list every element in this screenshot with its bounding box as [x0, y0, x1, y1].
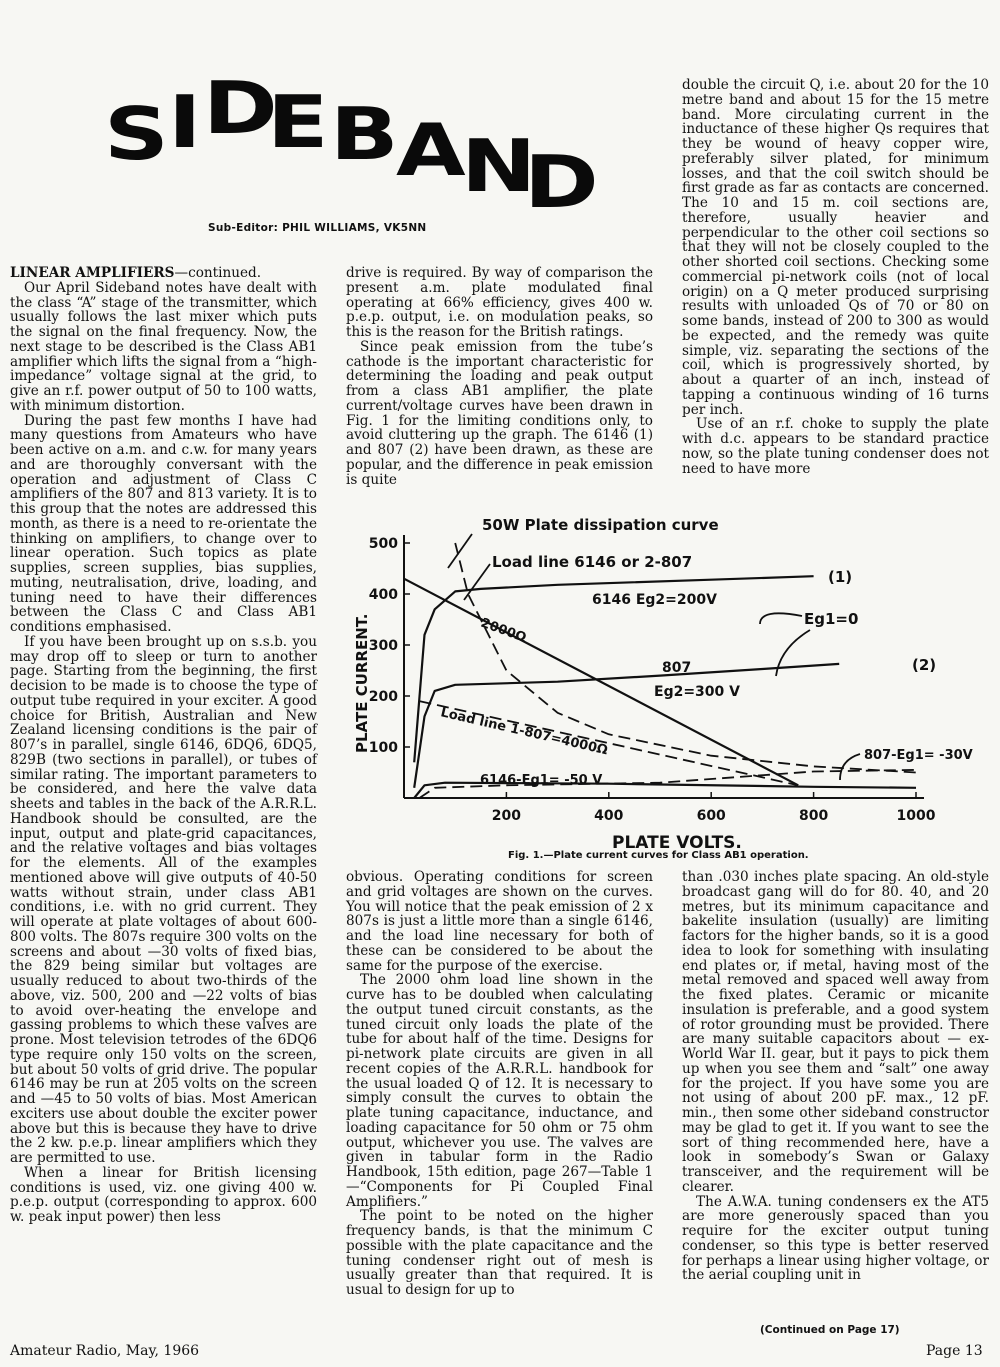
- x-tick-label: 400: [594, 808, 624, 824]
- paragraph: The 2000 ohm load line shown in the curve has to be doubled when calculating the output tuned circuit constants, as the tuned circuit only loads the plate of the tube for about half of the time. Designs for pi-network plate circuits are given in all recent copies of the A.R.R.L. handbook for the usual loaded Q of 12. It is necessary to simply consult the curves to obtain the plate tuning capacitance, inductance, and loading capacitance for 50 ohm or 75 ohm output, whichever you use. The valves are given in tabular form in the Radio Handbook, 15th edition, page 267—Table 1—“Components for Pi Coupled Final Amplifiers.”: [346, 972, 653, 1210]
- paragraph: drive is required. By way of comparison the present a.m. plate modulated final operating at 66% efficiency, gives 400 w. p.e.p. output, i.e. on modulation peaks, so this is the reason for the British ratings.: [346, 265, 653, 340]
- paragraph: than .030 inches plate spacing. An old-style broadcast gang will do for 80. 40, and 20 metres, but its minimum capacitance and bakelite insulation (usually) are limiting factors for the higher bands, so it is a good idea to look for something with insulating end plates or, if metal, having most of the metal removed and spaced well away from the fixed plates. Ceramic or micanite insulation is preferable, and a good system of rotor grounding must be provided. There are many suitable capacitors about — ex-World War II. gear, but it pays to pick them up when you see them and “salt” one away for the project. If you have some you are not using of about 200 pF. max., 12 pF. min., then some other sideband constructor may be glad to get it. If you want to see the sort of thing recommended here, have a look in somebody’s Swan or Galaxy transceiver, and the requirement will be clearer.: [682, 869, 989, 1195]
- curve1-tag: (1): [828, 568, 853, 586]
- bias807-label: 807-Eg1= -30V: [864, 748, 973, 763]
- title-letter-d: D: [203, 66, 278, 150]
- column-3-top: [682, 78, 989, 476]
- ohm2000-label: 2000Ω: [478, 615, 529, 646]
- paragraph: Use of an r.f. choke to supply the plate with d.c. appears to be standard practice now, so the plate tuning condenser does not need to have more: [682, 416, 989, 477]
- x-tick-label: 800: [798, 808, 829, 824]
- title-letter-n: N: [461, 124, 537, 208]
- x-tick-label: 200: [491, 808, 522, 824]
- y-axis-label: PLATE CURRENT.: [353, 613, 371, 753]
- column-1: [10, 266, 317, 1225]
- figure-caption: Fig. 1.—Plate current curves for Class AB1 operation.: [508, 850, 809, 861]
- eg1-zero-label: Eg1=0: [804, 610, 859, 628]
- paragraph: If you have been brought up on s.s.b. you may drop off to sleep or turn to another page. Starting from the beginning, the first decision to be made is to choose the type of output tube required in your exciter. A good choice for British, Australian and New Zealand licensing conditions is the pair of 807’s in parallel, single 6146, 6DQ6, 6DQ5, 829B (two sections in parallel), or tubes of similar rating. The important parameters to be considered, and here the valve data sheets and tables in the back of the A.R.R.L. Handbook should be consulted, are the input, output and plate-grid capacitances, and the relative voltages and bias voltages for the elements. All of the examples mentioned above will give outputs of 40-50 watts without strain, under class AB1 conditions, i.e. with no grid current. They will operate at plate voltages of about 600-800 volts. The 807s require 300 volts on the screens and about —30 volts of fixed bias, the 829 being similar but voltages are usually reduced to about two-thirds of the above, viz. 500, 200 and —22 volts of bias to avoid over-heating the envelope and gassing problems to which these valves are prone. Most television tetrodes of the 6DQ6 type require only 150 volts on the screen, but about 50 volts of grid drive. The popular 6146 may be run at 205 volts on the screen and —45 to 50 volts of bias. Most American exciters use about double the exciter power above but this is because they have to drive the 2 kw. p.e.p. linear amplifiers which they are permitted to use.: [10, 633, 317, 1166]
- figure-1-chart: [340, 508, 990, 853]
- sub-editor-credit: Sub-Editor: PHIL WILLIAMS, VK5NN: [208, 222, 427, 234]
- y-tick-label: 100: [368, 740, 398, 756]
- column-2-top: [346, 266, 653, 487]
- column-3-bottom: [682, 870, 989, 1283]
- load-line-label: Load line 6146 or 2-807: [492, 553, 693, 571]
- paragraph: double the circuit Q, i.e. about 20 for the 10 metre band and about 15 for the 15 metre band. More circulating current in the inductance of these higher Qs requires that they be wound of heavy copper wire, preferably silver plated, for minimum losses, and that the coil switch should be first grade as far as contacts are concerned. The 10 and 15 m. coil sections are, therefore, usually heavier and perpendicular to the other coil sections so that they will not be closely coupled to the other shorted coil sections. Checking some commercial pi-network coils (not of local origin) on a Q meter produced surprising results with unloaded Qs of 70 or 80 on some bands, instead of 200 to 300 as would be expected, and the remedy was quite simple, viz. separating the sections of the coil, which is progressively shorted, by about a quarter of an inch, instead of tapping a continuous winding of 16 turns per inch.: [682, 77, 989, 418]
- x-tick-label: 600: [696, 808, 726, 824]
- bias807-pointer: [840, 754, 860, 780]
- y-tick-label: 200: [368, 689, 398, 705]
- section-heading: LINEAR AMPLIFIERS—continued.: [10, 265, 262, 281]
- curve2-tag: (2): [912, 656, 937, 674]
- paragraph: Since peak emission from the tube’s cathode is the important characteristic for determining the loading and peak output from a class AB1 amplifier, the plate current/voltage curves have been drawn in Fig. 1 for the limiting conditions only, to avoid cluttering up the graph. The 6146 (1) and 807 (2) have been drawn, as these are popular, and the difference in peak emission is quite: [346, 338, 653, 488]
- paragraph: Our April Sideband notes have dealt with the class “A” stage of the transmitter, which usually follows the last mixer which puts the signal on the final frequency. Now, the next stage to be described is the Class AB1 amplifier which lifts the signal from a “high-impedance” voltage signal at the grid, to give an r.f. power output of 50 to 100 watts, with minimum distortion.: [10, 279, 317, 414]
- title-letter-e: E: [267, 80, 329, 164]
- paragraph: The A.W.A. tuning condensers ex the AT5 are more generously spaced than you require for the exciter output tuning condenser, so this type is better reserved for perhaps a linear using higher voltage, or the aerial coupling unit in: [682, 1193, 989, 1284]
- title-letter-s: S: [104, 92, 169, 176]
- dissipation-label: 50W Plate dissipation curve: [482, 516, 719, 534]
- tube6146-label: 6146 Eg2=200V: [592, 592, 717, 608]
- load-line-807-label: Load line 1-807=4000Ω: [439, 705, 610, 759]
- eg1-pointer-2: [776, 630, 810, 676]
- title-letter-d2: D: [524, 140, 599, 224]
- x-tick-label: 1000: [896, 808, 936, 824]
- tube807-label: 807: [662, 660, 692, 676]
- title-letter-i: I: [168, 80, 202, 164]
- y-tick-label: 300: [368, 638, 398, 654]
- column-2-bottom: [346, 870, 653, 1298]
- footer-page-number: Page 13: [926, 1343, 983, 1359]
- x-axis-label: PLATE VOLTS.: [612, 833, 742, 853]
- y-tick-label: 400: [368, 587, 398, 603]
- load-line-pointer: [464, 564, 490, 600]
- y-tick-label: 500: [368, 536, 398, 552]
- paragraph: When a linear for British licensing conditions is used, viz. one giving 400 w. p.e.p. output (corresponding to approx. 600 w. peak input power) then less: [10, 1164, 317, 1225]
- bias6146-label: 6146-Eg1= -50 V: [480, 773, 603, 788]
- footer-publication: Amateur Radio, May, 1966: [10, 1343, 200, 1359]
- title-letter-b: B: [330, 92, 399, 176]
- paragraph: During the past few months I have had many questions from Amateurs who have been active on a.m. and c.w. for many years and are thoroughly conversant with the operation and adjustment of Class C amplifiers of the 807 and 813 variety. It is to this group that the notes are addressed this month, as there is a need to re-orientate the thinking on amplifiers, to change over to linear operation. Such topics as plate supplies, screen supplies, bias supplies, muting, neutralisation, drive, loading, and tuning need to have their differences between the Class C and Class AB1 conditions emphasised.: [10, 412, 317, 635]
- paragraph: obvious. Operating conditions for screen and grid voltages are shown on the curves. You will notice that the peak emission of 2 x 807s is just a little more than a single 6146, and the load line necessary for both of these can be considered to be about the same for the purpose of the exercise.: [346, 869, 653, 974]
- title-letter-a: A: [396, 108, 466, 192]
- eg2-300-label: Eg2=300 V: [654, 684, 740, 700]
- paragraph: The point to be noted on the higher frequency bands, is that the minimum C possible with the plate capacitance and the tuning condenser right out of mesh is usually greater than that required. It is usual to design for up to: [346, 1208, 653, 1298]
- eg1-pointer-1: [760, 613, 802, 624]
- continued-note: (Continued on Page 17): [760, 1324, 900, 1336]
